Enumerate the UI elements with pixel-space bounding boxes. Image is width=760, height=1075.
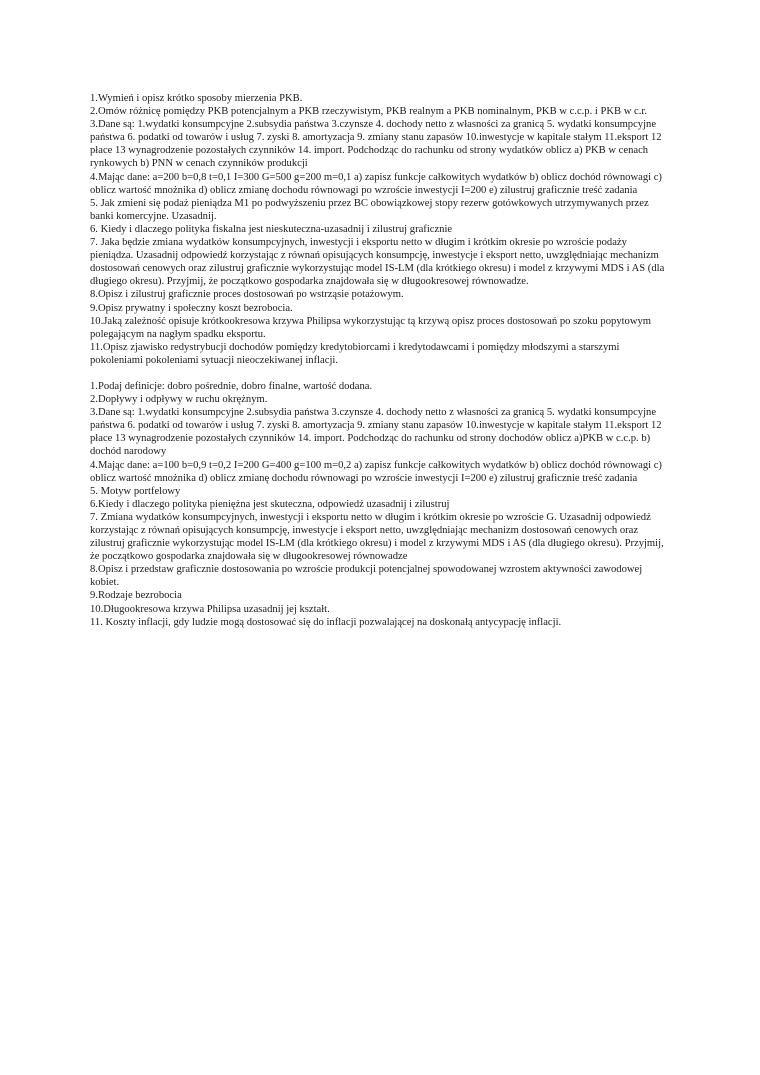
section-spacer (90, 367, 672, 380)
question-2-4: 4.Mając dane: a=100 b=0,9 t=0,2 I=200 G=400 g=100 m=0,2 a) zapisz funkcje całkowitych wydatków b) oblicz dochód równowagi c) oblicz wartość mnożnika d) oblicz zmianę dochodu równowagi po wzroście inwestycji I=200 e) zilustruj graficznie treść zadania (90, 459, 662, 484)
question-1-8: 8.Opisz i zilustruj graficznie proces dostosowań po wstrząsie potażowym. (90, 289, 404, 301)
question-2-5: 5. Motyw portfelowy (90, 485, 181, 497)
question-2-3: 3.Dane są: 1.wydatki konsumpcyjne 2.subsydia państwa 3.czynsze 4. dochody netto z własności za granicą 5. wydatki konsumpcyjne państwa 6. podatki od towarów i usług 7. zyski 8. amortyzacja 9. zmiany stanu zapasów 10.inwestycje w kapitale stałym 11.eksport 12 płace 13 wynagrodzenie pozostałych czynników 14. import. Podchodząc do rachunku od strony dochodów oblicz a)PKB w c.c.p. b) dochód narodowy (90, 407, 662, 458)
question-1-7: 7. Jaka będzie zmiana wydatków konsumpcyjnych, inwestycji i eksportu netto w długim i krótkim okresie po wzroście podaży pieniądza. Uzasadnij odpowiedź korzystając z równań opisujących konsumpcję, inwestycje i eksport netto, uwzględniając mechanizm dostosowań cenowych oraz zilustruj graficznie wykorzystując model IS-LM (dla krótkiego okresu) i model z krzywymi MDS i AS (dla długiego okresu). Przyjmij, że początkowo gospodarka znajdowała się w długookresowej równowadze. (90, 237, 665, 288)
question-1-9: 9.Opisz prywatny i społeczny koszt bezrobocia. (90, 302, 293, 314)
question-2-1: 1.Podaj definicje: dobro pośrednie, dobro finalne, wartość dodana. (90, 380, 373, 392)
question-1-2: 2.Omów różnicę pomiędzy PKB potencjalnym a PKB rzeczywistym, PKB realnym a PKB nominalnym, PKB w c.c.p. i PKB w c.r. (90, 106, 647, 118)
question-list-first-set (90, 92, 672, 367)
question-list-second-set (90, 380, 672, 629)
question-1-6: 6. Kiedy i dlaczego polityka fiskalna jest nieskuteczna-uzasadnij i zilustruj graficznie (90, 223, 453, 235)
question-1-3: 3.Dane są: 1.wydatki konsumpcyjne 2.subsydia państwa 3.czynsze 4. dochody netto z własności za granicą 5. wydatki konsumpcyjne państwa 6. podatki od towarów i usług 7. zyski 8. amortyzacja 9. zmiany stanu zapasów 10.inwestycje w kapitale stałym 11.eksport 12 płace 13 wynagrodzenie pozostałych czynników 14. import. Podchodząc do rachunku od strony wydatków oblicz a) PKB w cenach rynkowych b) PNN w cenach czynników produkcji (90, 119, 662, 170)
question-2-8: 8.Opisz i przedstaw graficznie dostosowania po wzroście produkcji potencjalnej spowodowanej wzrostem aktywności zawodowej kobiet. (90, 564, 643, 589)
question-1-1: 1.Wymień i opisz krótko sposoby mierzenia PKB. (90, 93, 303, 104)
question-1-4: 4.Mając dane: a=200 b=0,8 t=0,1 I=300 G=500 g=200 m=0,1 a) zapisz funkcje całkowitych wydatków b) oblicz dochód równowagi c) oblicz wartość mnożnika d) oblicz zmianę dochodu równowagi po wzroście inwestycji I=200 e) zilustruj graficznie treść zadania (90, 171, 662, 196)
question-2-10: 10.Długookresowa krzywa Philipsa uzasadnij jej kształt. (90, 603, 330, 615)
question-1-10: 10.Jaką zależność opisuje krótkookresowa krzywa Philipsa wykorzystując tą krzywą opisz proces dostosowań po szoku popytowym polegającym na nagłym spadku eksportu. (90, 315, 652, 340)
question-2-9: 9.Rodzaje bezrobocia (90, 590, 182, 602)
question-2-2: 2.Dopływy i odpływy w ruchu okrężnym. (90, 394, 268, 406)
question-1-11: 11.Opisz zjawisko redystrybucji dochodów pomiędzy kredytobiorcami i kredytodawcami i pomiędzy młodszymi a starszymi pokoleniami pokoleniami sytuacji nieoczekiwanej inflacji. (90, 341, 620, 366)
question-2-7: 7. Zmiana wydatków konsumpcyjnych, inwestycji i eksportu netto w długim i krótkim okresie po wzroście G. Uzasadnij odpowiedź korzystając z równań opisujących konsumpcję, inwestycje i eksport netto, uwzględniając mechanizm dostosowań cenowych oraz zilustruj graficznie wykorzystując model IS-LM (dla krótkiego okresu) i model z krzywymi MDS i AS (dla długiego okresu). Przyjmij, że początkowo gospodarka znajdowała się w długookresowej równowadze (90, 511, 664, 563)
question-2-11: 11. Koszty inflacji, gdy ludzie mogą dostosować się do inflacji pozwalającej na doskonałą antycypację inflacji. (90, 616, 562, 628)
question-2-6: 6.Kiedy i dlaczego polityka pieniężna jest skuteczna, odpowiedź uzasadnij i zilustruj (90, 498, 450, 510)
question-1-5: 5. Jak zmieni się podaż pieniądza M1 po podwyższeniu przez BC obowiązkowej stopy rezerw gotówkowych utrzymywanych przez banki komercyjne. Uzasadnij. (90, 197, 649, 222)
document-body (90, 92, 672, 629)
